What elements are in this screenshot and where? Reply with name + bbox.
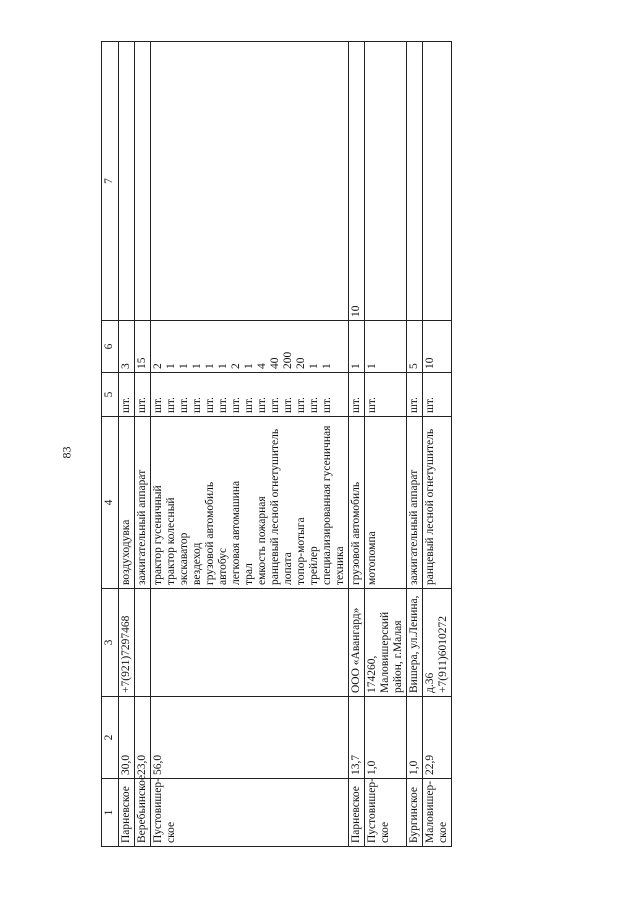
quantity-cell-line: 1 <box>321 363 333 369</box>
quantity-cell-line: 3 <box>120 363 132 369</box>
contact-cell: Вишера, ул.Ленина, <box>407 589 423 697</box>
equipment-cell-line: ранцевый лесной огнетушитель <box>269 428 281 585</box>
distance-cell: 1,0 <box>365 697 407 779</box>
page-number: 83 <box>59 446 74 459</box>
equipment-cell-line: трейлер <box>308 546 320 585</box>
equipment-cell <box>365 417 407 589</box>
quantity-cell <box>119 321 135 373</box>
equipment-cell-line: трактор гусеничный <box>152 485 164 585</box>
quantity-cell-line: 1 <box>204 363 216 369</box>
col7-cell <box>407 42 423 321</box>
settlement-cell: Парневское <box>119 779 135 847</box>
unit-cell-line: шт. <box>256 397 268 413</box>
contact-cell: +7(921)7297468 <box>119 589 135 697</box>
unit-cell-line: шт. <box>217 397 229 413</box>
quantity-cell-line: 200 <box>282 351 294 369</box>
equipment-cell-line: емкость пожарная <box>256 496 268 585</box>
unit-cell <box>407 373 423 417</box>
contact-cell: ООО «Авангард» <box>349 589 365 697</box>
unit-cell-line: шт. <box>321 397 333 413</box>
header-row <box>102 42 119 847</box>
quantity-cell-line: 1 <box>308 363 320 369</box>
column-header-2: 2 <box>102 697 119 779</box>
table-row <box>135 42 151 847</box>
quantity-cell-line: 1 <box>178 363 190 369</box>
unit-cell-line: шт. <box>136 397 148 413</box>
equipment-table <box>101 41 452 847</box>
quantity-cell <box>423 321 452 373</box>
settlement-cell: Веребьинское <box>135 779 151 847</box>
equipment-cell-line: вездеход <box>191 542 203 585</box>
unit-cell-line: шт. <box>424 397 436 413</box>
quantity-cell-line: 1 <box>191 363 203 369</box>
table-row <box>151 42 349 847</box>
column-header-6: 6 <box>102 321 119 373</box>
equipment-cell-line: грузовой автомобиль <box>204 481 216 585</box>
contact-cell <box>135 589 151 697</box>
unit-cell-line: шт. <box>282 397 294 413</box>
equipment-cell <box>135 417 151 589</box>
equipment-cell-line: техника <box>334 546 346 585</box>
table-row <box>349 42 365 847</box>
table-row <box>407 42 423 847</box>
contact-cell <box>151 589 349 697</box>
equipment-cell-line: экскаватор <box>178 532 190 585</box>
unit-cell-line: шт. <box>152 397 164 413</box>
equipment-cell-line: ранцевый лесной огнетушитель <box>424 428 436 585</box>
unit-cell <box>151 373 349 417</box>
quantity-cell <box>135 321 151 373</box>
quantity-cell <box>365 321 407 373</box>
quantity-cell-line: 2 <box>152 363 164 369</box>
column-header-4: 4 <box>102 417 119 589</box>
quantity-cell <box>407 321 423 373</box>
table-row <box>423 42 452 847</box>
unit-cell <box>365 373 407 417</box>
unit-cell-line: шт. <box>191 397 203 413</box>
col7-cell <box>423 42 452 321</box>
unit-cell-line: шт. <box>408 397 420 413</box>
unit-cell-line: шт. <box>295 397 307 413</box>
equipment-cell-line: лопата <box>282 552 294 585</box>
col7-cell: 10 <box>349 42 365 321</box>
column-header-3: 3 <box>102 589 119 697</box>
quantity-cell <box>349 321 365 373</box>
equipment-cell-line: мотопомпа <box>366 531 378 585</box>
equipment-cell-line: зажигательный аппарат <box>136 469 148 585</box>
quantity-cell-line: 20 <box>295 357 307 369</box>
unit-cell <box>349 373 365 417</box>
unit-cell-line: шт. <box>178 397 190 413</box>
column-header-1: 1 <box>102 779 119 847</box>
unit-cell <box>119 373 135 417</box>
unit-cell-line: шт. <box>165 397 177 413</box>
equipment-cell <box>423 417 452 589</box>
settlement-cell: Парневское <box>349 779 365 847</box>
quantity-cell-line: 1 <box>243 363 255 369</box>
distance-cell: 13,7 <box>349 697 365 779</box>
col7-cell <box>135 42 151 321</box>
table-row <box>119 42 135 847</box>
unit-cell-line: шт. <box>230 397 242 413</box>
unit-cell <box>423 373 452 417</box>
quantity-cell-line: 1 <box>350 363 362 369</box>
unit-cell-line <box>334 376 347 413</box>
contact-cell: 174260, Маловишерский район, г.Малая <box>365 589 407 697</box>
settlement-cell: Бургинское <box>407 779 423 847</box>
quantity-cell-line: 1 <box>366 363 378 369</box>
equipment-cell <box>407 417 423 589</box>
unit-cell-line: шт. <box>243 397 255 413</box>
settlement-cell: Пустовишер- ское <box>151 779 349 847</box>
equipment-cell-line: трал <box>243 563 255 585</box>
quantity-cell-line <box>334 324 347 369</box>
col7-cell <box>365 42 407 321</box>
equipment-cell-line: зажигательный аппарат <box>408 469 420 585</box>
quantity-cell <box>151 321 349 373</box>
column-header-5: 5 <box>102 373 119 417</box>
unit-cell-line: шт. <box>204 397 216 413</box>
quantity-cell-line: 1 <box>165 363 177 369</box>
equipment-cell <box>119 417 135 589</box>
distance-cell: 23,0 <box>135 697 151 779</box>
settlement-cell: Пустовишер- ское <box>365 779 407 847</box>
col7-cell <box>151 42 349 321</box>
table-wrapper <box>101 41 581 847</box>
distance-cell: 56,0 <box>151 697 349 779</box>
quantity-cell-line: 15 <box>136 357 148 369</box>
equipment-cell-line: воздуходувка <box>120 519 132 585</box>
equipment-cell-line: легковая автомашина <box>230 480 242 585</box>
col7-cell <box>119 42 135 321</box>
distance-cell: 1,0 <box>407 697 423 779</box>
equipment-cell <box>151 417 349 589</box>
unit-cell-line: шт. <box>366 397 378 413</box>
quantity-cell-line: 1 <box>217 363 229 369</box>
equipment-cell-line: автобус <box>217 547 229 585</box>
unit-cell-line: шт. <box>308 397 320 413</box>
table-row <box>365 42 407 847</box>
distance-cell: 22,9 <box>423 697 452 779</box>
column-header-7: 7 <box>102 42 119 321</box>
unit-cell-line: шт. <box>269 397 281 413</box>
unit-cell <box>135 373 151 417</box>
quantity-cell-line: 2 <box>230 363 242 369</box>
quantity-cell-line: 5 <box>408 363 420 369</box>
rotated-table-container <box>101 41 581 847</box>
equipment-cell-line: грузовой автомобиль <box>350 481 362 585</box>
distance-cell: 30,0 <box>119 697 135 779</box>
quantity-cell-line: 40 <box>269 357 281 369</box>
equipment-cell <box>349 417 365 589</box>
equipment-cell-line: топор-мотыга <box>295 517 307 585</box>
settlement-cell: Маловишер- ское <box>423 779 452 847</box>
quantity-cell-line: 10 <box>424 357 436 369</box>
quantity-cell-line: 4 <box>256 363 268 369</box>
unit-cell-line: шт. <box>120 397 132 413</box>
unit-cell-line: шт. <box>350 397 362 413</box>
equipment-cell-line: специализированная гусеничная <box>321 425 333 585</box>
equipment-cell-line: трактор колесный <box>165 497 177 585</box>
contact-cell: д.36 +7(911)6010272 <box>423 589 452 697</box>
